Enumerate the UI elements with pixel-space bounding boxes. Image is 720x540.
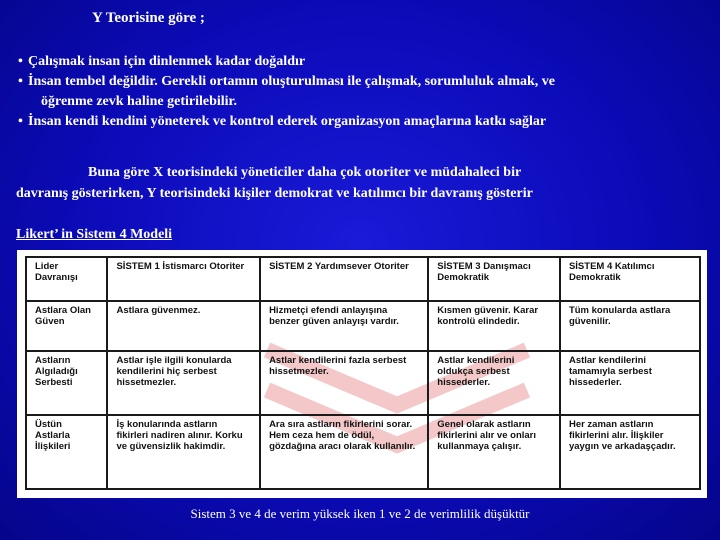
table-cell: SİSTEM 3 Danışmacı Demokratik <box>428 257 560 301</box>
table-cell: Kısmen güvenir. Karar kontrolü elindedir. <box>428 301 560 351</box>
table-cell: SİSTEM 1 İstismarcı Otoriter <box>107 257 260 301</box>
table-row <box>26 301 700 351</box>
table-cell: SİSTEM 2 Yardımsever Otoriter <box>260 257 428 301</box>
table-cell: Lider Davranışı <box>26 257 107 301</box>
table-cell: Astlar kendilerini fazla serbest hissetmezler. <box>260 351 428 415</box>
table-cell: Astlar kendilerini oldukça serbest hissederler. <box>428 351 560 415</box>
table-row <box>26 257 700 301</box>
table-cell: Tüm konularda astlara güvenilir. <box>560 301 700 351</box>
table-cell: Üstün Astlarla İlişkileri <box>26 415 107 489</box>
summary-paragraph <box>16 162 716 204</box>
table-cell: Astlara güvenmez. <box>107 301 260 351</box>
bullet-item <box>18 52 718 72</box>
table-cell: Hizmetçi efendi anlayışına benzer güven anlayışı vardır. <box>260 301 428 351</box>
bullet-list <box>18 52 718 132</box>
table-cell: Her zaman astların fikirlerini alır. İlişkiler yaygın ve arkadaşçadır. <box>560 415 700 489</box>
table-cell: Genel olarak astların fikirlerini alır ve onları kullanmaya çalışır. <box>428 415 560 489</box>
table-cell: İş konularında astların fikirleri nadiren alınır. Korku ve güvensizlik hakimdir. <box>107 415 260 489</box>
bullet-text: Çalışmak insan için dinlenmek kadar doğaldır <box>28 54 306 69</box>
table-row <box>26 351 700 415</box>
table-cell: SİSTEM 4 Katılımcı Demokratik <box>560 257 700 301</box>
paragraph-line: Buna göre X teorisindeki yöneticiler daha çok otoriter ve müdahaleci bir <box>88 165 522 180</box>
table-caption: Sistem 3 ve 4 de verim yüksek iken 1 ve 2 de verimlilik düşüktür <box>190 506 530 521</box>
table-cell: Astların Algıladığı Serbesti <box>26 351 107 415</box>
section-subtitle: Likert’ in Sistem 4 Modeli <box>16 227 173 242</box>
table-cell: Astlar kendilerini tamamıyla serbest hissederler. <box>560 351 700 415</box>
likert-table <box>25 256 701 490</box>
likert-table-image <box>17 250 707 498</box>
table-row <box>26 415 700 489</box>
paragraph-line: davranış gösterirken, Y teorisindeki kişiler demokrat ve katılımcı bir davranış gösterir <box>16 186 533 201</box>
slide-heading: Y Teorisine göre ; <box>92 10 205 26</box>
table-cell: Astlara Olan Güven <box>26 301 107 351</box>
bullet-item <box>18 112 718 132</box>
bullet-text: İnsan tembel değildir. Gerekli ortamın oluşturulması ile çalışmak, sorumluluk almak, ve <box>28 74 555 89</box>
table-cell: Ara sıra astların fikirlerini sorar. Hem ceza hem de ödül, gözdağına aracı olarak kullanılır. <box>260 415 428 489</box>
bullet-item <box>18 72 718 112</box>
table-cell: Astlar işle ilgili konularda kendilerini hiç serbest hissetmezler. <box>107 351 260 415</box>
bullet-text-continued: öğrenme zevk haline getirilebilir. <box>41 94 237 109</box>
bullet-text: İnsan kendi kendini yöneterek ve kontrol ederek organizasyon amaçlarına katkı sağlar <box>28 114 547 129</box>
